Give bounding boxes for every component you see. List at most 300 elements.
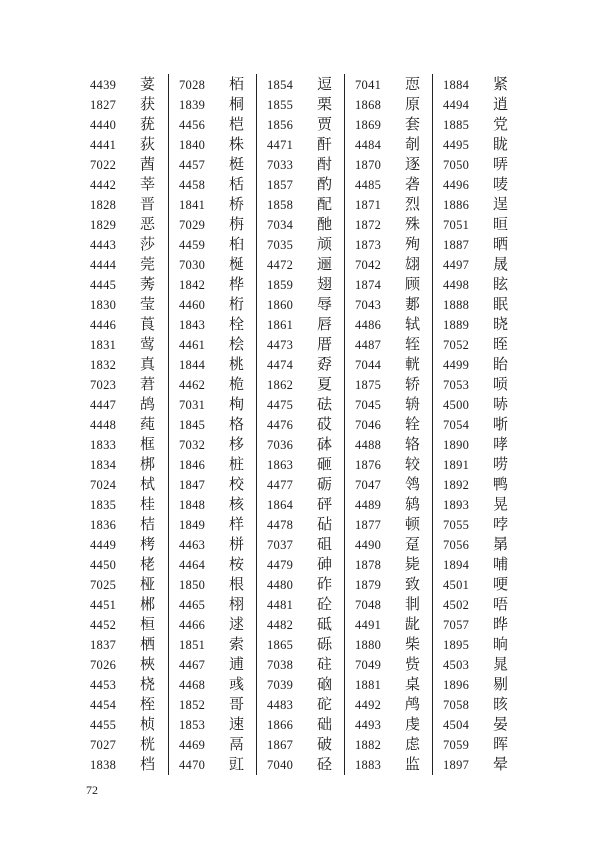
index-entry — [433, 315, 520, 335]
entry-character: 哢 — [493, 157, 509, 173]
index-entry — [257, 455, 344, 475]
entry-code-number: 1832 — [90, 357, 117, 372]
entry-code-number: 7049 — [355, 657, 382, 672]
entry-code-number: 7026 — [90, 657, 117, 672]
entry-code-number: 4494 — [443, 97, 470, 112]
index-entry — [345, 635, 432, 655]
entry-code-number: 1856 — [267, 117, 294, 132]
index-entry — [80, 255, 168, 275]
index-entry — [169, 495, 256, 515]
entry-character: 桌 — [405, 677, 421, 693]
index-entry — [345, 595, 432, 615]
entry-code-number: 4492 — [355, 697, 382, 712]
entry-code-number: 1844 — [179, 357, 206, 372]
index-entry — [257, 695, 344, 715]
entry-character: 孬 — [317, 357, 333, 373]
entry-code-number: 7031 — [179, 397, 206, 412]
entry-character: 桠 — [140, 577, 156, 593]
entry-code-number: 4448 — [90, 417, 117, 432]
index-entry — [169, 695, 256, 715]
entry-character: 郪 — [405, 297, 421, 313]
entry-code-number: 4474 — [267, 357, 294, 372]
index-entry — [257, 735, 344, 755]
entry-code-number: 7048 — [355, 597, 382, 612]
entry-code-number: 4484 — [355, 137, 382, 152]
entry-character: 晔 — [493, 617, 509, 633]
entry-character: 颃 — [317, 237, 333, 253]
index-entry — [433, 495, 520, 515]
index-entry — [257, 395, 344, 415]
entry-code-number: 7025 — [90, 577, 117, 592]
entry-code-number: 1897 — [443, 757, 470, 772]
entry-code-number: 7023 — [90, 377, 117, 392]
entry-code-number: 7035 — [267, 237, 294, 252]
index-entry — [257, 235, 344, 255]
entry-code-number: 1885 — [443, 117, 470, 132]
entry-character: 晜 — [493, 537, 509, 553]
index-entry — [257, 515, 344, 535]
index-entry — [345, 315, 432, 335]
index-entry — [169, 735, 256, 755]
entry-character: 晕 — [493, 757, 509, 773]
entry-character: 哱 — [493, 517, 509, 533]
entry-code-number: 1870 — [355, 157, 382, 172]
entry-code-number: 1848 — [179, 497, 206, 512]
index-entry — [433, 615, 520, 635]
index-entry — [257, 255, 344, 275]
entry-code-number: 4483 — [267, 697, 294, 712]
entry-character: 毙 — [405, 557, 421, 573]
entry-character: 砟 — [317, 577, 333, 593]
entry-code-number: 1891 — [443, 457, 470, 472]
entry-character: 烈 — [405, 197, 421, 213]
index-entry — [345, 375, 432, 395]
entry-character: 眙 — [493, 357, 509, 373]
index-column-2 — [168, 74, 256, 775]
entry-code-number: 7058 — [443, 697, 470, 712]
entry-code-number: 4449 — [90, 537, 117, 552]
index-entry — [169, 335, 256, 355]
entry-code-number: 1849 — [179, 517, 206, 532]
entry-code-number: 4496 — [443, 177, 470, 192]
entry-character: 眠 — [493, 297, 509, 313]
index-entry — [433, 215, 520, 235]
entry-character: 梴 — [229, 257, 245, 273]
index-entry — [80, 635, 168, 655]
entry-code-number: 1845 — [179, 417, 206, 432]
entry-code-number: 1838 — [90, 757, 117, 772]
entry-code-number: 1869 — [355, 117, 382, 132]
index-entry — [345, 195, 432, 215]
entry-code-number: 1873 — [355, 237, 382, 252]
entry-character: 莙 — [140, 377, 156, 393]
entry-code-number: 7053 — [443, 377, 470, 392]
index-entry — [80, 75, 168, 95]
entry-character: 莞 — [140, 257, 156, 273]
index-entry — [345, 695, 432, 715]
entry-code-number: 7052 — [443, 337, 470, 352]
entry-character: 桉 — [229, 557, 245, 573]
entry-code-number: 4451 — [90, 597, 117, 612]
entry-character: 晃 — [493, 497, 509, 513]
index-entry — [433, 95, 520, 115]
entry-character: 莹 — [140, 297, 156, 313]
index-entry — [80, 175, 168, 195]
entry-character: 砷 — [317, 557, 333, 573]
entry-code-number: 7028 — [179, 77, 206, 92]
entry-code-number: 4477 — [267, 477, 294, 492]
entry-character: 郴 — [140, 597, 156, 613]
index-entry — [345, 395, 432, 415]
entry-code-number: 7047 — [355, 477, 382, 492]
entry-code-number: 4473 — [267, 337, 294, 352]
entry-character: 逋 — [229, 657, 245, 673]
entry-character: 逦 — [317, 257, 333, 273]
index-entry — [345, 415, 432, 435]
entry-code-number: 1867 — [267, 737, 294, 752]
index-entry — [169, 115, 256, 135]
entry-code-number: 1829 — [90, 217, 117, 232]
entry-code-number: 4486 — [355, 317, 382, 332]
index-entry — [80, 375, 168, 395]
entry-character: 轼 — [405, 317, 421, 333]
entry-code-number: 4475 — [267, 397, 294, 412]
index-entry — [80, 115, 168, 135]
entry-code-number: 1862 — [267, 377, 294, 392]
entry-character: 剕 — [405, 597, 421, 613]
entry-code-number: 4478 — [267, 517, 294, 532]
entry-code-number: 4472 — [267, 257, 294, 272]
entry-code-number: 1853 — [179, 717, 206, 732]
entry-character: 砹 — [317, 417, 333, 433]
entry-code-number: 1884 — [443, 77, 470, 92]
entry-code-number: 1834 — [90, 457, 117, 472]
entry-character: 眩 — [493, 277, 509, 293]
index-entry — [169, 395, 256, 415]
entry-code-number: 4463 — [179, 537, 206, 552]
index-entry — [257, 755, 344, 775]
index-entry — [345, 295, 432, 315]
index-entry — [345, 235, 432, 255]
entry-character: 哥 — [229, 697, 245, 713]
entry-character: 砸 — [317, 457, 333, 473]
index-entry — [80, 495, 168, 515]
index-entry — [345, 515, 432, 535]
entry-code-number: 1860 — [267, 297, 294, 312]
entry-code-number: 4465 — [179, 597, 206, 612]
entry-character: 校 — [229, 477, 245, 493]
index-entry — [345, 95, 432, 115]
entry-character: 格 — [229, 417, 245, 433]
entry-code-number: 4500 — [443, 397, 470, 412]
index-entry — [257, 95, 344, 115]
index-entry — [80, 315, 168, 335]
index-entry — [80, 515, 168, 535]
index-entry — [345, 535, 432, 555]
index-entry — [80, 615, 168, 635]
index-entry — [169, 715, 256, 735]
index-entry — [257, 155, 344, 175]
index-entry — [257, 535, 344, 555]
index-entry — [345, 455, 432, 475]
entry-character: 晁 — [493, 657, 509, 673]
entry-character: 晟 — [493, 257, 509, 273]
entry-character: 栖 — [140, 637, 156, 653]
entry-character: 砻 — [405, 177, 421, 193]
index-entry — [433, 515, 520, 535]
entry-character: 逍 — [493, 97, 509, 113]
entry-code-number: 4479 — [267, 557, 294, 572]
entry-character: 获 — [140, 97, 156, 113]
entry-character: 辂 — [405, 437, 421, 453]
entry-character: 酌 — [317, 177, 333, 193]
entry-code-number: 7036 — [267, 437, 294, 452]
index-entry — [257, 315, 344, 335]
entry-character: 唠 — [493, 457, 509, 473]
entry-code-number: 4441 — [90, 137, 117, 152]
index-entry — [80, 655, 168, 675]
index-entry — [80, 335, 168, 355]
entry-code-number: 4497 — [443, 257, 470, 272]
index-column-4 — [344, 74, 432, 775]
entry-character: 砵 — [317, 437, 333, 453]
entry-code-number: 4461 — [179, 337, 206, 352]
entry-code-number: 1889 — [443, 317, 470, 332]
entry-code-number: 4454 — [90, 697, 117, 712]
entry-code-number: 1895 — [443, 637, 470, 652]
entry-code-number: 1879 — [355, 577, 382, 592]
entry-character: 唛 — [493, 177, 509, 193]
index-entry — [257, 175, 344, 195]
entry-code-number: 1847 — [179, 477, 206, 492]
entry-character: 晌 — [493, 637, 509, 653]
entry-code-number: 1896 — [443, 677, 470, 692]
entry-character: 桁 — [229, 297, 245, 313]
entry-code-number: 4485 — [355, 177, 382, 192]
entry-character: 辱 — [317, 297, 333, 313]
entry-code-number: 4476 — [267, 417, 294, 432]
entry-character: 桢 — [140, 717, 156, 733]
index-entry — [433, 555, 520, 575]
entry-code-number: 7056 — [443, 537, 470, 552]
entry-character: 翃 — [405, 257, 421, 273]
entry-code-number: 4489 — [355, 497, 382, 512]
entry-code-number: 1855 — [267, 97, 294, 112]
entry-character: 砝 — [317, 397, 333, 413]
entry-character: 破 — [317, 737, 333, 753]
index-entry — [257, 655, 344, 675]
index-entry — [433, 375, 520, 395]
index-entry — [433, 395, 520, 415]
entry-character: 唝 — [493, 377, 509, 393]
entry-character: 哮 — [493, 437, 509, 453]
index-entry — [433, 755, 520, 775]
entry-character: 晐 — [493, 697, 509, 713]
entry-character: 晋 — [140, 197, 156, 213]
index-entry — [169, 75, 256, 95]
entry-character: 荽 — [140, 77, 156, 93]
entry-code-number: 1883 — [355, 757, 382, 772]
index-entry — [169, 135, 256, 155]
entry-code-number: 4444 — [90, 257, 117, 272]
index-entry — [257, 635, 344, 655]
index-entry — [433, 355, 520, 375]
entry-code-number: 7041 — [355, 77, 382, 92]
entry-code-number: 4466 — [179, 617, 206, 632]
entry-character: 梆 — [140, 457, 156, 473]
index-column-3 — [256, 74, 344, 775]
entry-character: 豇 — [229, 757, 245, 773]
entry-code-number: 1857 — [267, 177, 294, 192]
entry-character: 辀 — [405, 397, 421, 413]
index-entry — [433, 75, 520, 95]
entry-code-number: 4462 — [179, 377, 206, 392]
index-entry — [80, 535, 168, 555]
entry-character: 恶 — [140, 217, 156, 233]
index-entry — [169, 255, 256, 275]
index-entry — [433, 275, 520, 295]
entry-character: 眬 — [493, 137, 509, 153]
entry-code-number: 7042 — [355, 257, 382, 272]
index-entry — [257, 495, 344, 515]
index-entry — [257, 295, 344, 315]
entry-character: 唇 — [317, 317, 333, 333]
index-entry — [169, 95, 256, 115]
entry-character: 套 — [405, 117, 421, 133]
entry-code-number: 4498 — [443, 277, 470, 292]
entry-character: 株 — [229, 137, 245, 153]
index-entry — [169, 655, 256, 675]
entry-character: 逗 — [317, 77, 333, 93]
index-column-1 — [80, 74, 168, 775]
entry-character: 厝 — [317, 337, 333, 353]
entry-character: 桧 — [229, 337, 245, 353]
entry-code-number: 1874 — [355, 277, 382, 292]
entry-code-number: 1831 — [90, 337, 117, 352]
entry-character: 辁 — [405, 417, 421, 433]
index-entry — [80, 355, 168, 375]
entry-code-number: 7024 — [90, 477, 117, 492]
entry-code-number: 1858 — [267, 197, 294, 212]
index-entry — [169, 435, 256, 455]
index-entry — [169, 175, 256, 195]
entry-character: 桅 — [229, 377, 245, 393]
index-entry — [433, 295, 520, 315]
index-entry — [257, 135, 344, 155]
entry-code-number: 4491 — [355, 617, 382, 632]
entry-character: 哽 — [493, 577, 509, 593]
entry-character: 栴 — [229, 217, 245, 233]
entry-character: 栘 — [229, 437, 245, 453]
entry-character: 栟 — [229, 537, 245, 553]
entry-code-number: 1865 — [267, 637, 294, 652]
index-entry — [345, 135, 432, 155]
index-entry — [433, 595, 520, 615]
index-entry — [169, 535, 256, 555]
entry-code-number: 4467 — [179, 657, 206, 672]
index-entry — [433, 455, 520, 475]
entry-character: 莨 — [140, 317, 156, 333]
index-entry — [433, 335, 520, 355]
entry-code-number: 1864 — [267, 497, 294, 512]
entry-character: 剔 — [493, 677, 509, 693]
entry-character: 殉 — [405, 237, 421, 253]
entry-character: 晏 — [493, 717, 509, 733]
entry-code-number: 1871 — [355, 197, 382, 212]
entry-character: 栢 — [229, 77, 245, 93]
entry-character: 硁 — [317, 757, 333, 773]
index-entry — [80, 455, 168, 475]
entry-code-number: 1861 — [267, 317, 294, 332]
entry-character: 鬲 — [229, 737, 245, 753]
index-entry — [433, 715, 520, 735]
entry-code-number: 1876 — [355, 457, 382, 472]
entry-character: 栓 — [229, 317, 245, 333]
index-entry — [80, 295, 168, 315]
entry-code-number: 4481 — [267, 597, 294, 612]
index-entry — [169, 195, 256, 215]
entry-character: 样 — [229, 517, 245, 533]
index-entry — [80, 595, 168, 615]
index-entry — [169, 475, 256, 495]
index-entry — [257, 675, 344, 695]
entry-code-number: 7051 — [443, 217, 470, 232]
entry-code-number: 4480 — [267, 577, 294, 592]
entry-code-number: 4458 — [179, 177, 206, 192]
entry-code-number: 1886 — [443, 197, 470, 212]
entry-character: 砼 — [317, 597, 333, 613]
entry-code-number: 7038 — [267, 657, 294, 672]
entry-code-number: 7022 — [90, 157, 117, 172]
entry-character: 晅 — [493, 217, 509, 233]
entry-code-number: 4442 — [90, 177, 117, 192]
index-entry — [169, 375, 256, 395]
entry-code-number: 1875 — [355, 377, 382, 392]
index-entry — [80, 695, 168, 715]
entry-character: 晖 — [493, 737, 509, 753]
entry-character: 桎 — [140, 697, 156, 713]
entry-character: 配 — [317, 197, 333, 213]
entry-character: 龀 — [405, 617, 421, 633]
entry-code-number: 1833 — [90, 437, 117, 452]
entry-code-number: 7054 — [443, 417, 470, 432]
entry-character: 桄 — [140, 737, 156, 753]
index-entry — [433, 475, 520, 495]
index-column-5 — [432, 74, 520, 775]
index-entry — [345, 255, 432, 275]
index-entry — [345, 755, 432, 775]
entry-code-number: 1850 — [179, 577, 206, 592]
entry-code-number: 4459 — [179, 237, 206, 252]
entry-character: 硇 — [317, 677, 333, 693]
entry-character: 晒 — [493, 237, 509, 253]
entry-code-number: 7039 — [267, 677, 294, 692]
entry-code-number: 4502 — [443, 597, 470, 612]
index-entry — [169, 275, 256, 295]
entry-character: 殊 — [405, 217, 421, 233]
index-entry — [433, 135, 520, 155]
entry-character: 莠 — [140, 277, 156, 293]
index-entry — [257, 475, 344, 495]
entry-character: 桤 — [229, 117, 245, 133]
entry-code-number: 4450 — [90, 557, 117, 572]
entry-code-number: 7040 — [267, 757, 294, 772]
entry-character: 监 — [405, 757, 421, 773]
index-entry — [80, 435, 168, 455]
entry-character: 砧 — [317, 517, 333, 533]
index-entry — [169, 315, 256, 335]
entry-character: 真 — [140, 357, 156, 373]
